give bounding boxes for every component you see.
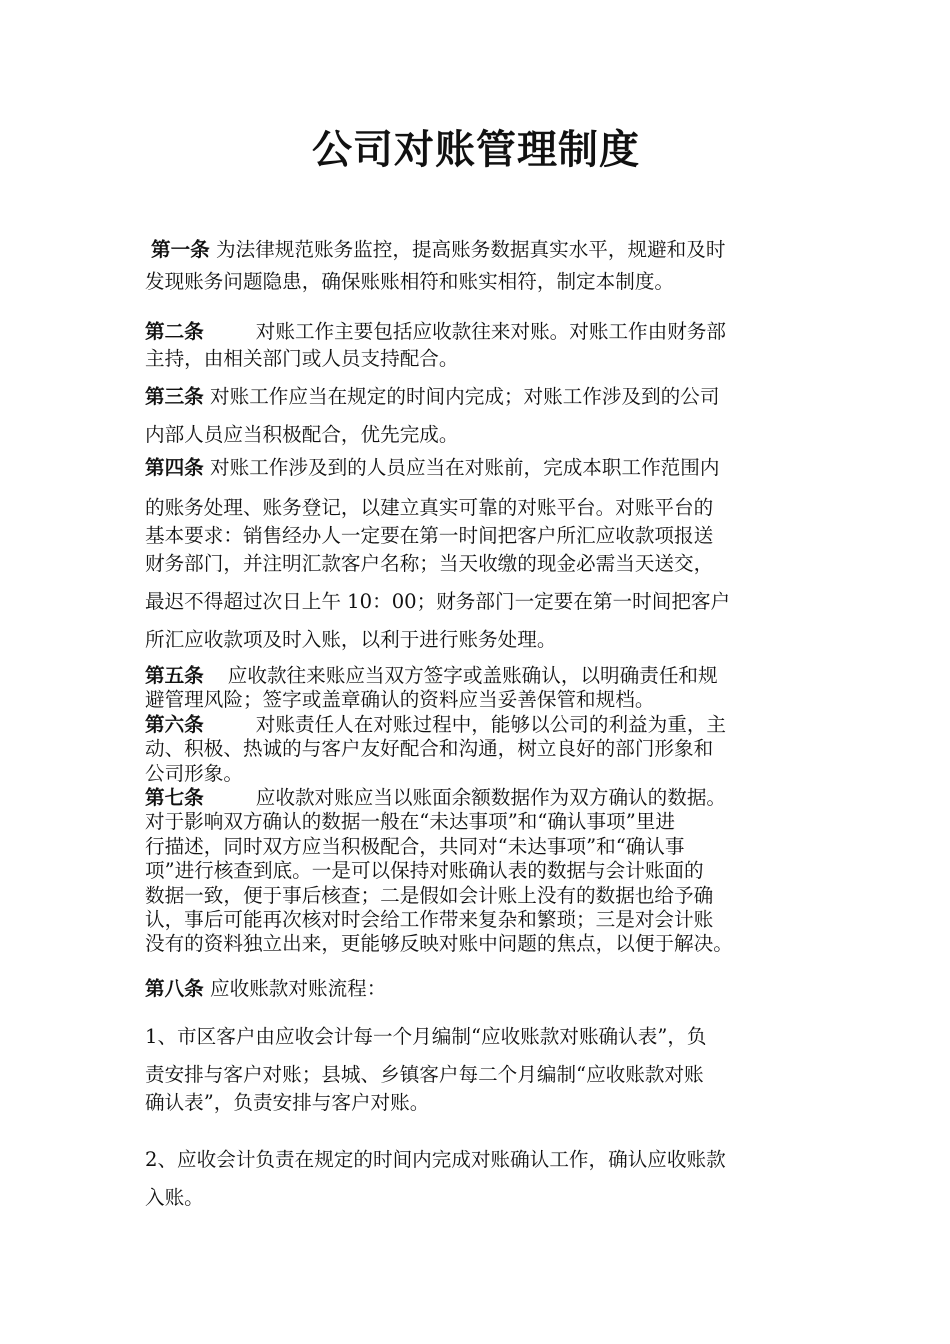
step-2 — [145, 1146, 807, 1212]
article-text: 发现账务问题隐患，确保账账相符和账实相符，制定本制度。 — [145, 270, 675, 293]
article-text: 行描述，同时双方应当积极配合，共同对“未达事项”和“确认事 — [145, 834, 685, 858]
article-6 — [145, 713, 807, 786]
step-text: 责安排与客户对账；县城、乡镇客户每二个月编制“应收账款对账 — [145, 1063, 704, 1086]
article-text: 主持，由相关部门或人员支持配合。 — [145, 347, 459, 370]
step-text: 2、应收会计负责在规定的时间内完成对账确认工作，确认应收账款 — [145, 1148, 726, 1171]
article-text: 所汇应收款项及时入账，以利于进行账务处理。 — [145, 628, 557, 651]
article-text: 公司形象。 — [145, 761, 243, 785]
article-5 — [145, 664, 807, 713]
article-text: 对账工作涉及到的人员应当在对账前，完成本职工作范围内 — [210, 456, 720, 479]
article-label: 第四条 — [145, 456, 204, 479]
article-text: 对账责任人在对账过程中，能够以公司的利益为重，主 — [255, 713, 727, 736]
article-label: 第五条 — [145, 664, 204, 687]
article-4 — [145, 454, 807, 654]
article-label: 第三条 — [145, 385, 204, 408]
article-label: 第七条 — [145, 786, 204, 809]
article-label: 第八条 — [145, 977, 204, 1000]
article-text: 项”进行核查到底。一是可以保持对账确认表的数据与会计账面的 — [145, 859, 704, 883]
article-text: 应收款对账应当以账面余额数据作为双方确认的数据。 — [255, 786, 727, 809]
article-text: 认，事后可能再次核对时会给工作带来复杂和繁琐；三是对会计账 — [145, 908, 714, 932]
step-1 — [145, 1023, 807, 1117]
article-8 — [145, 975, 807, 1002]
article-text: 为法律规范账务监控，提高账务数据真实水平，规避和及时 — [216, 238, 726, 261]
article-text: 最迟不得超过次日上午 10：00；财务部门一定要在第一时间把客户 — [145, 590, 731, 613]
article-1 — [145, 234, 807, 298]
article-text: 没有的资料独立出来，更能够反映对账中问题的焦点，以便于解决。 — [145, 932, 733, 956]
article-text: 对于影响双方确认的数据一般在“未达事项”和“确认事项”里进 — [145, 810, 675, 834]
article-text: 的账务处理、账务登记，以建立真实可靠的对账平台。对账平台的 — [145, 496, 714, 519]
article-text: 财务部门，并注明汇款客户名称；当天收缴的现金必需当天送交， — [145, 552, 714, 575]
article-3 — [145, 378, 807, 454]
article-text: 基本要求：销售经办人一定要在第一时间把客户所汇应收款项报送 — [145, 524, 714, 547]
step-text: 入账。 — [145, 1186, 204, 1209]
article-text: 对账工作主要包括应收款往来对账。对账工作由财务部 — [255, 320, 727, 343]
article-text: 应收款往来账应当双方签字或盖账确认，以明确责任和规 — [227, 664, 718, 687]
article-text: 应收账款对账流程： — [210, 977, 387, 1000]
article-label: 第二条 — [145, 320, 204, 343]
article-text: 对账工作应当在规定的时间内完成；对账工作涉及到的公司 — [210, 385, 720, 408]
article-text: 动、积极、热诚的与客户友好配合和沟通，树立良好的部门形象和 — [145, 737, 714, 761]
article-text: 避管理风险；签字或盖章确认的资料应当妥善保管和规档。 — [145, 688, 655, 712]
step-text: 确认表”，负责安排与客户对账。 — [145, 1091, 430, 1114]
article-2 — [145, 318, 807, 372]
article-label: 第六条 — [145, 713, 204, 736]
article-text: 内部人员应当积极配合，优先完成。 — [145, 423, 459, 446]
document-title: 公司对账管理制度 — [312, 127, 640, 173]
article-text: 数据一致，便于事后核查；二是假如会计账上没有的数据也给予确 — [145, 883, 714, 907]
article-label: 第一条 — [151, 238, 210, 261]
article-7 — [145, 786, 807, 957]
step-text: 1、市区客户由应收会计每一个月编制“应收账款对账确认表”，负 — [145, 1025, 707, 1048]
